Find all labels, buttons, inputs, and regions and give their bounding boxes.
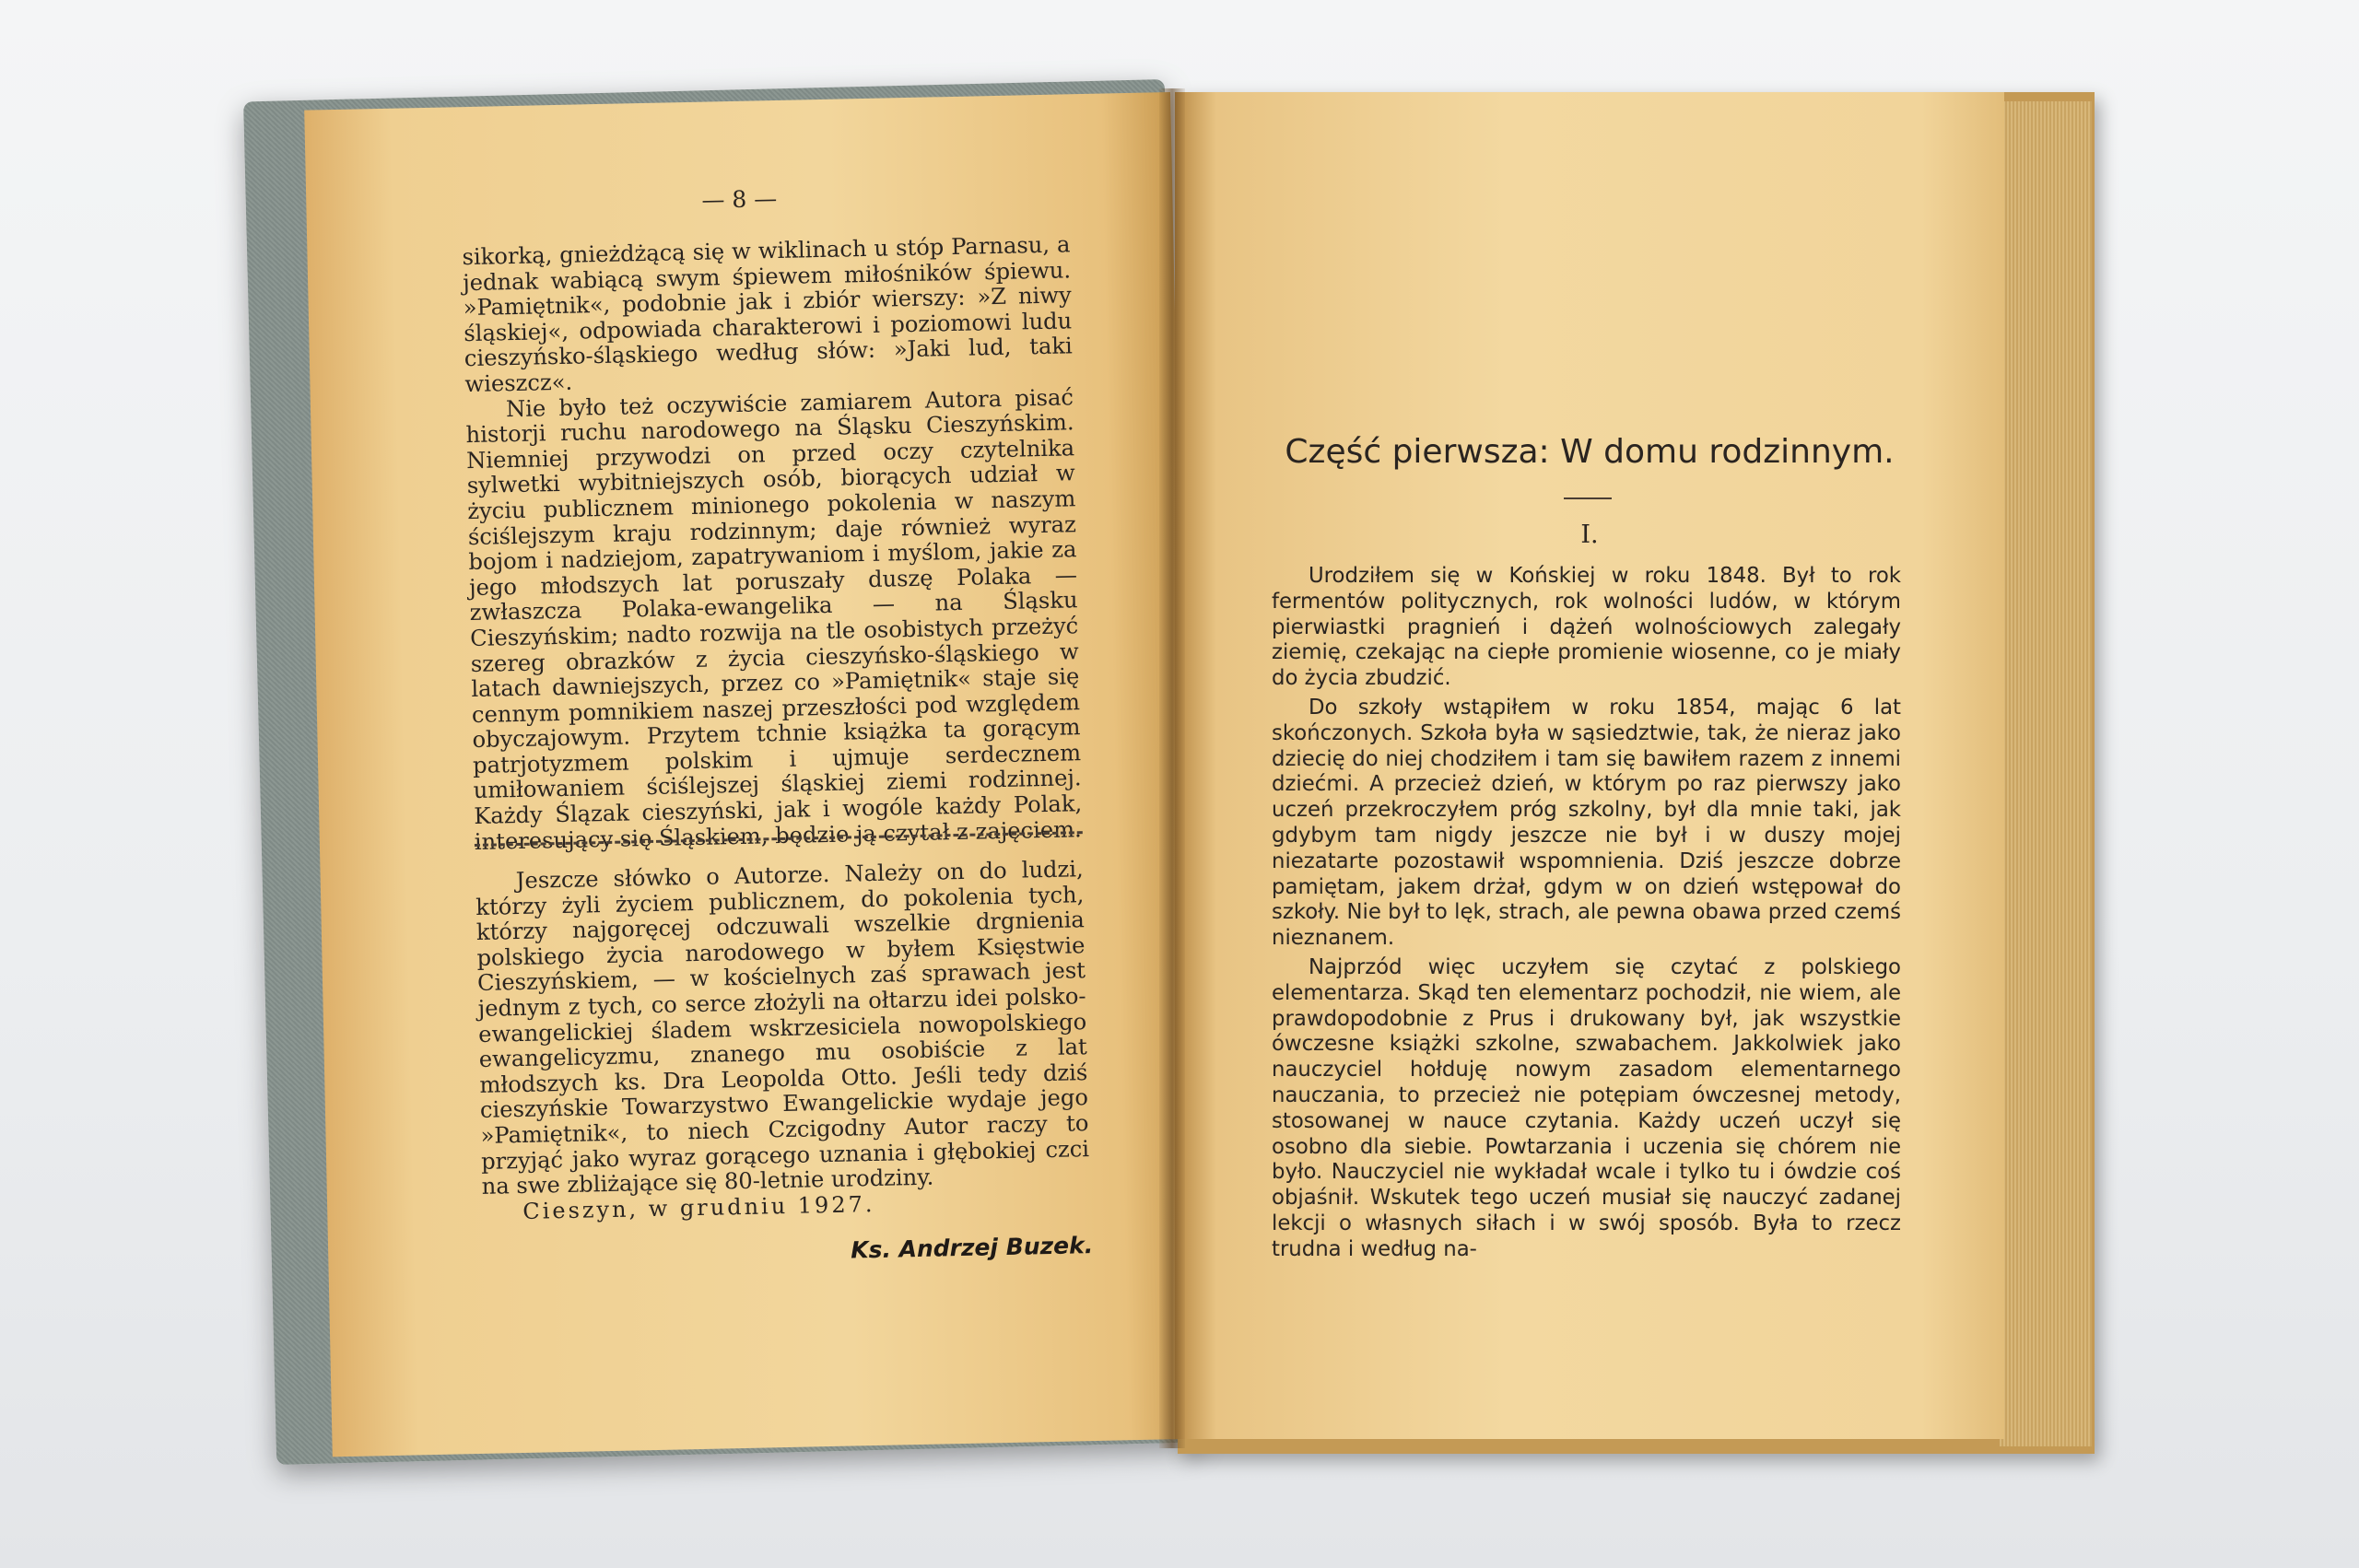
right-body [1272, 564, 1901, 1267]
page-stack-edge [2000, 101, 2092, 1446]
part-title: Część pierwsza: W domu rodzinnym. [1285, 433, 1895, 471]
paragraph: Najprzód więc uczyłem się czytać z polskiego elementarza. Skąd ten elementarz pochodził, nie wiem, ale prawdopodobnie z Prus i drukowany był, jak wszystkie ówczesne książki szkolne, szwabachem. Jakkolwiek jako nauczyciel hołduję nowym zasadom elementarnego nauczania, to przecież nie potępiam ówczesnej metody, stosowanej w nauce czytania. Każdy uczeń uczył się osobno dla siebie. Powtarzania i uczenia się chórem nie było. Nauczyciel nie wykładał wcale i tylko tu i ówdzie coś objaśnił. Wskutek tego uczeń musiał się nauczyć zadanej lekcji o własnych siłach i w swój sposób. Była to rzecz trudna i według na- [1272, 954, 1901, 1261]
paragraph: sikorką, gnieżdżącą się w wiklinach u stóp Parnasu, a jednak wabiącą swym śpiewem miłośników śpiewu. »Pamiętnik«, podobnie jak i zbiór wierszy: »Z niwy śląskiej«, odpowiada charakterowi i poziomowi ludu cieszyńsko-śląskiego według słów: »Jaki lud, taki wieszcz«. [462, 231, 1074, 398]
left-body-top [462, 232, 1083, 855]
paragraph: Do szkoły wstąpiłem w roku 1854, mając 6 lat skończonych. Szkoła była w sąsiedztwie, tak, że nieraz jako dziecię do niej chodziłem i tam się bawiłem razem z innemi dziećmi. A przecież dzień, w którym po raz pierwszy jako uczeń przekroczyłem próg szkolny, był dla mnie taki, jak gdybym tam nigdy jeszcze nie był i w duszy mojej niezatarte pozostawił wspomnienia. Dziś jeszcze dobrze pamiętam, jakem drżał, gdym w on dzień wstępował do szkoły. Nie był to lęk, strach, ale pewna obawa przed czemś nieznanem. [1272, 695, 1901, 951]
title-rule [1564, 497, 1612, 499]
book-gutter [1159, 88, 1185, 1448]
paragraph: Jeszcze słówko o Autorze. Należy on do ludzi, którzy żyli życiem publicznem, do pokolenia tych, którzy najgoręcej odczuwali wszelkie drgnienia polskiego życia narodowego w byłem Księstwie Cieszyńskiem, — w kościelnych zaś sprawach jest jednym z tych, co serce złożyli na ołtarzu idei polsko-ewangelickiej śladem wskrzesiciela nowopolskiego ewangelicyzmu, znanego mu osobiście z lat młodszych ks. Dra Leopolda Otto. Jeśli tedy dziś cieszyńskie Towarzystwo Ewangelickie wydaje jego »Pamiętnik«, to niech Czcigodny Autor raczy to przyjąć jako wyraz gorącego uznania i głębokiej czci na swe zbliżające się 80-letnie urodziny. [475, 856, 1090, 1200]
right-page [1175, 92, 2004, 1439]
signature-author: Ks. Andrzej Buzek. [850, 1232, 1094, 1264]
left-body-bottom [475, 857, 1090, 1199]
left-page [304, 92, 1198, 1457]
chapter-number: I. [1580, 521, 1599, 549]
paragraph: Urodziłem się w Końskiej w roku 1848. Był to rok fermentów politycznych, rok wolności ludów, w którym pierwiastki pragnień i dążeń wolnościowych zalegały ziemię, czekając na ciepłe promienie wiosenne, co je miały do życia zbudzić. [1272, 564, 1901, 691]
signature-place-date: Cieszyn, w grudniu 1927. [522, 1190, 875, 1224]
page-number: — 8 — [701, 184, 778, 214]
paragraph: Nie było też oczywiście zamiarem Autora pisać historji ruchu narodowego na Śląsku Cieszyńskim. Niemniej przywodzi on przed oczy czytelnika sylwetki wybitniejszych osób, biorących udział w życiu publicznem minionego pokolenia w naszym ściślejszym kraju rodzinnym; daje również wyraz bojom i nadziejom, zapatrywaniom i myślom, jakie za jego młodszych lat poruszały duszę Polaka — zwłaszcza Polaka-ewangelika — na Śląsku Cieszyńskim; nadto rozwija na tle osobistych przeżyć szereg obrazków z życia cieszyńsko-śląskiego w latach dawniejszych, przez co »Pamiętnik« staje się cennym pomnikiem naszej przeszłości pod względem obyczajowym. Przytem tchnie książka ta gorącym patrjotyzmem polskim i ujmuje serdecznem umiłowaniem ściślejszej śląskiej ziemi rodzinnej. Każdy Ślązak cieszyński, jak i wogóle każdy Polak, interesujący się Śląskiem, będzie ją czytał z zajęciem. [465, 383, 1083, 855]
